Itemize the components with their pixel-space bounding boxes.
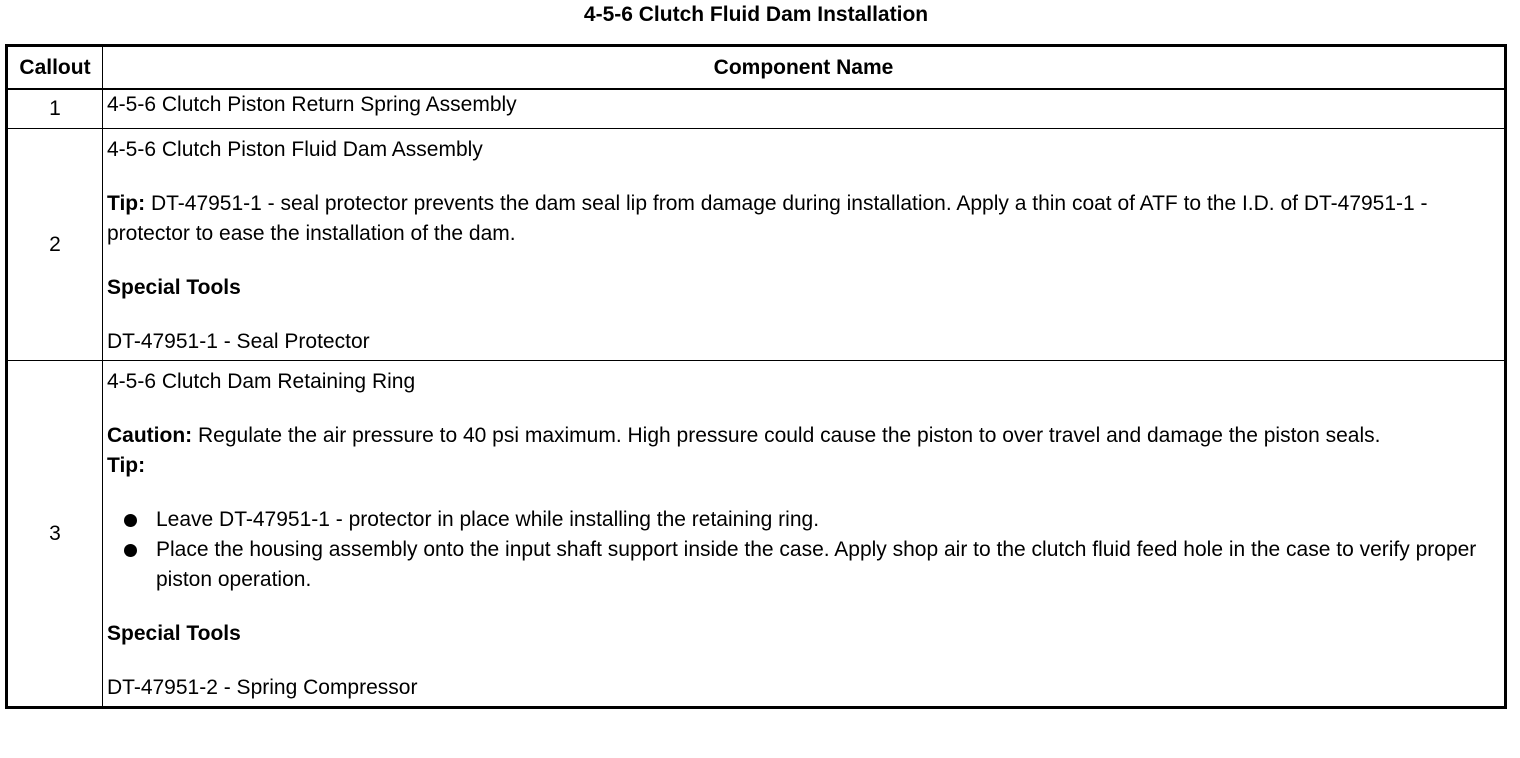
component-name: 4-5-6 Clutch Dam Retaining Ring <box>107 370 416 393</box>
caution-label: Caution: <box>107 424 193 447</box>
special-tools-label: Special Tools <box>107 276 241 299</box>
bullet-icon <box>124 544 137 557</box>
tip-text: DT-47951-1 - seal protector prevents the dam seal lip from damage during installation. Apply a thin coat of ATF to the I.D. of DT-47951-1 - protector to ease the installation of the dam. <box>107 192 1428 245</box>
callout-cell: 2 <box>7 129 103 361</box>
table-header-row <box>7 46 1506 90</box>
table-row <box>7 361 1506 708</box>
document-title: 4-5-6 Clutch Fluid Dam Installation <box>583 3 929 26</box>
component-name-cell: 4-5-6 Clutch Piston Return Spring Assembly <box>103 89 1506 129</box>
callout-cell: 3 <box>7 361 103 708</box>
tip-paragraph <box>107 189 1500 249</box>
component-name-cell <box>103 129 1506 361</box>
table-row <box>7 129 1506 361</box>
callout-cell: 1 <box>7 89 103 129</box>
tip-bullet-list <box>107 505 1500 595</box>
callout-header: Callout <box>7 46 103 90</box>
component-name-header: Component Name <box>103 46 1506 90</box>
tip-label: Tip: <box>107 454 146 477</box>
special-tool-item: DT-47951-2 - Spring Compressor <box>107 676 418 699</box>
tip-label: Tip: <box>107 192 146 215</box>
list-item: Leave DT-47951-1 - protector in place while installing the retaining ring. <box>107 505 1500 535</box>
special-tool-item: DT-47951-1 - Seal Protector <box>107 330 370 353</box>
component-name: 4-5-6 Clutch Piston Fluid Dam Assembly <box>107 138 483 161</box>
special-tools-label: Special Tools <box>107 622 241 645</box>
bullet-icon <box>124 514 137 527</box>
caution-text: Regulate the air pressure to 40 psi maximum. High pressure could cause the piston to over travel and damage the piston seals. <box>192 424 1381 447</box>
caution-paragraph <box>107 421 1500 451</box>
list-item: Place the housing assembly onto the input shaft support inside the case. Apply shop air to the clutch fluid feed hole in the case to verify proper piston operation. <box>107 535 1500 595</box>
component-table <box>5 44 1507 709</box>
component-name-cell <box>103 361 1506 708</box>
table-row <box>7 89 1506 129</box>
